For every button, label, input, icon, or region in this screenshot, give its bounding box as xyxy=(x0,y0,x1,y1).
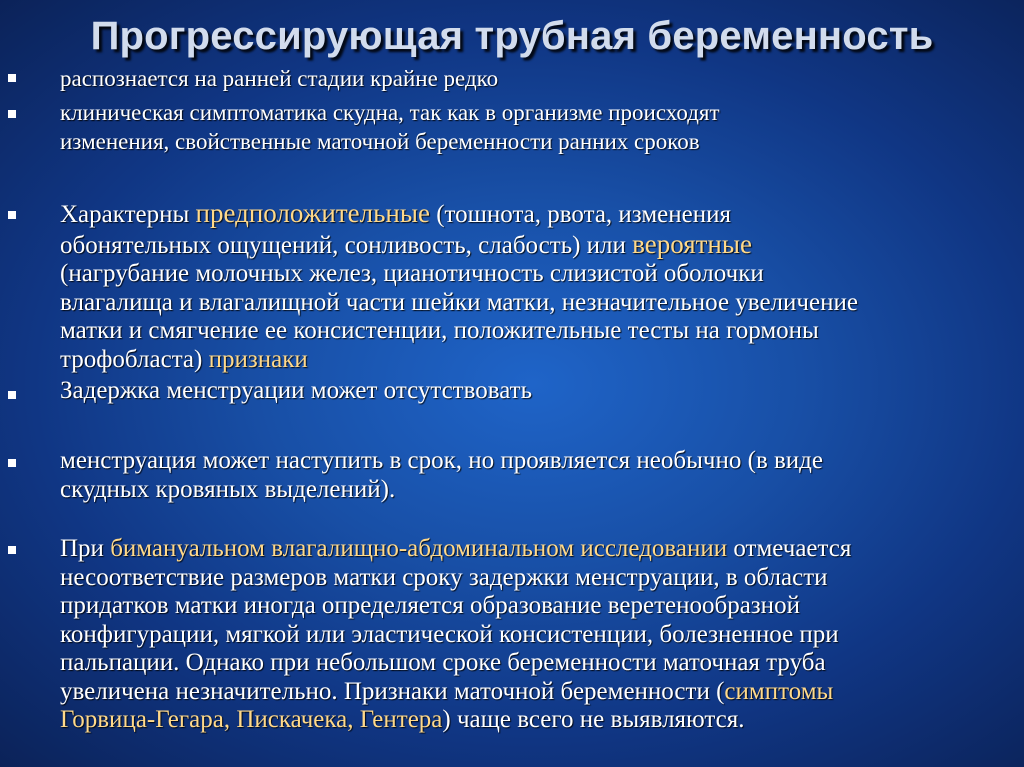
bullet-3-text: (тошнота, рвота, изменения xyxy=(429,201,731,228)
highlight-symptoms: симптомы xyxy=(724,677,834,705)
bullet-6-text: несоответствие размеров матки сроку задержки менструации, в области xyxy=(60,563,828,591)
bullet-1-line: распознается на ранней стадии крайне редко xyxy=(60,66,499,91)
bullet-marker xyxy=(8,546,16,554)
bullet-5-line-2: скудных кровяных выделений). xyxy=(60,475,396,503)
highlight-presumptive: предположительные xyxy=(195,198,430,228)
bullet-3-text: трофобласта) xyxy=(60,345,209,373)
bullet-2-line-1: клиническая симптоматика скудна, так как в организме происходят xyxy=(60,100,720,125)
bullet-marker xyxy=(8,459,16,467)
bullet-text-4 xyxy=(60,377,532,406)
bullet-text-1 xyxy=(60,64,498,93)
bullet-3-text: обонятельных ощущений, сонливость, слабость) или xyxy=(60,231,633,259)
bullet-6-text: пальпации. Однако при небольшом сроке беременности маточная труба xyxy=(60,649,826,676)
bullet-3-text: (нагрубание молочных желез, цианотичность слизистой оболочки xyxy=(60,260,764,287)
bullet-3-text: влагалища и влагалищной части шейки матки, незначительное увеличение xyxy=(60,288,858,316)
bullet-marker xyxy=(8,391,16,399)
bullet-text-3 xyxy=(60,199,858,374)
bullet-3-text: Характерны xyxy=(60,201,196,228)
bullet-5-line-1: менструация может наступить в срок, но проявляется необычно (в виде xyxy=(60,447,824,474)
highlight-probable: вероятные xyxy=(632,228,753,259)
bullet-marker xyxy=(8,211,16,219)
bullet-marker xyxy=(8,110,16,118)
slide-title: Прогрессирующая трубная беременность xyxy=(90,14,934,58)
bullet-text-6 xyxy=(60,535,851,735)
bullet-text-5 xyxy=(60,447,823,504)
bullet-6-text: отмечается xyxy=(727,535,852,562)
bullet-4-line: Задержка менструации может отсутствовать xyxy=(60,377,532,404)
bullet-6-text: конфигурации, мягкой или эластической консистенции, болезненное при xyxy=(60,620,839,648)
bullet-3-text: матки и смягчение ее консистенции, положительные тесты на гормоны xyxy=(60,317,819,344)
bullet-6-text: увеличена незначительно. Признаки маточной беременности ( xyxy=(60,677,725,705)
highlight-symptom-names: Горвица-Гегара, Пискачека, Гентера xyxy=(60,706,443,733)
bullet-6-text: При xyxy=(60,535,111,562)
bullet-text-2 xyxy=(60,98,720,156)
bullet-marker xyxy=(8,74,16,82)
bullet-6-text: придатков матки иногда определяется образование веретенообразной xyxy=(60,592,800,619)
bullet-2-line-2: изменения, свойственные маточной беременности ранних сроков xyxy=(60,129,700,154)
bullet-6-text: ) чаще всего не выявляются. xyxy=(442,706,745,733)
highlight-signs: признаки xyxy=(208,345,308,373)
highlight-bimanual-exam: бимануальном влагалищно-абдоминальном исследовании xyxy=(110,535,728,562)
